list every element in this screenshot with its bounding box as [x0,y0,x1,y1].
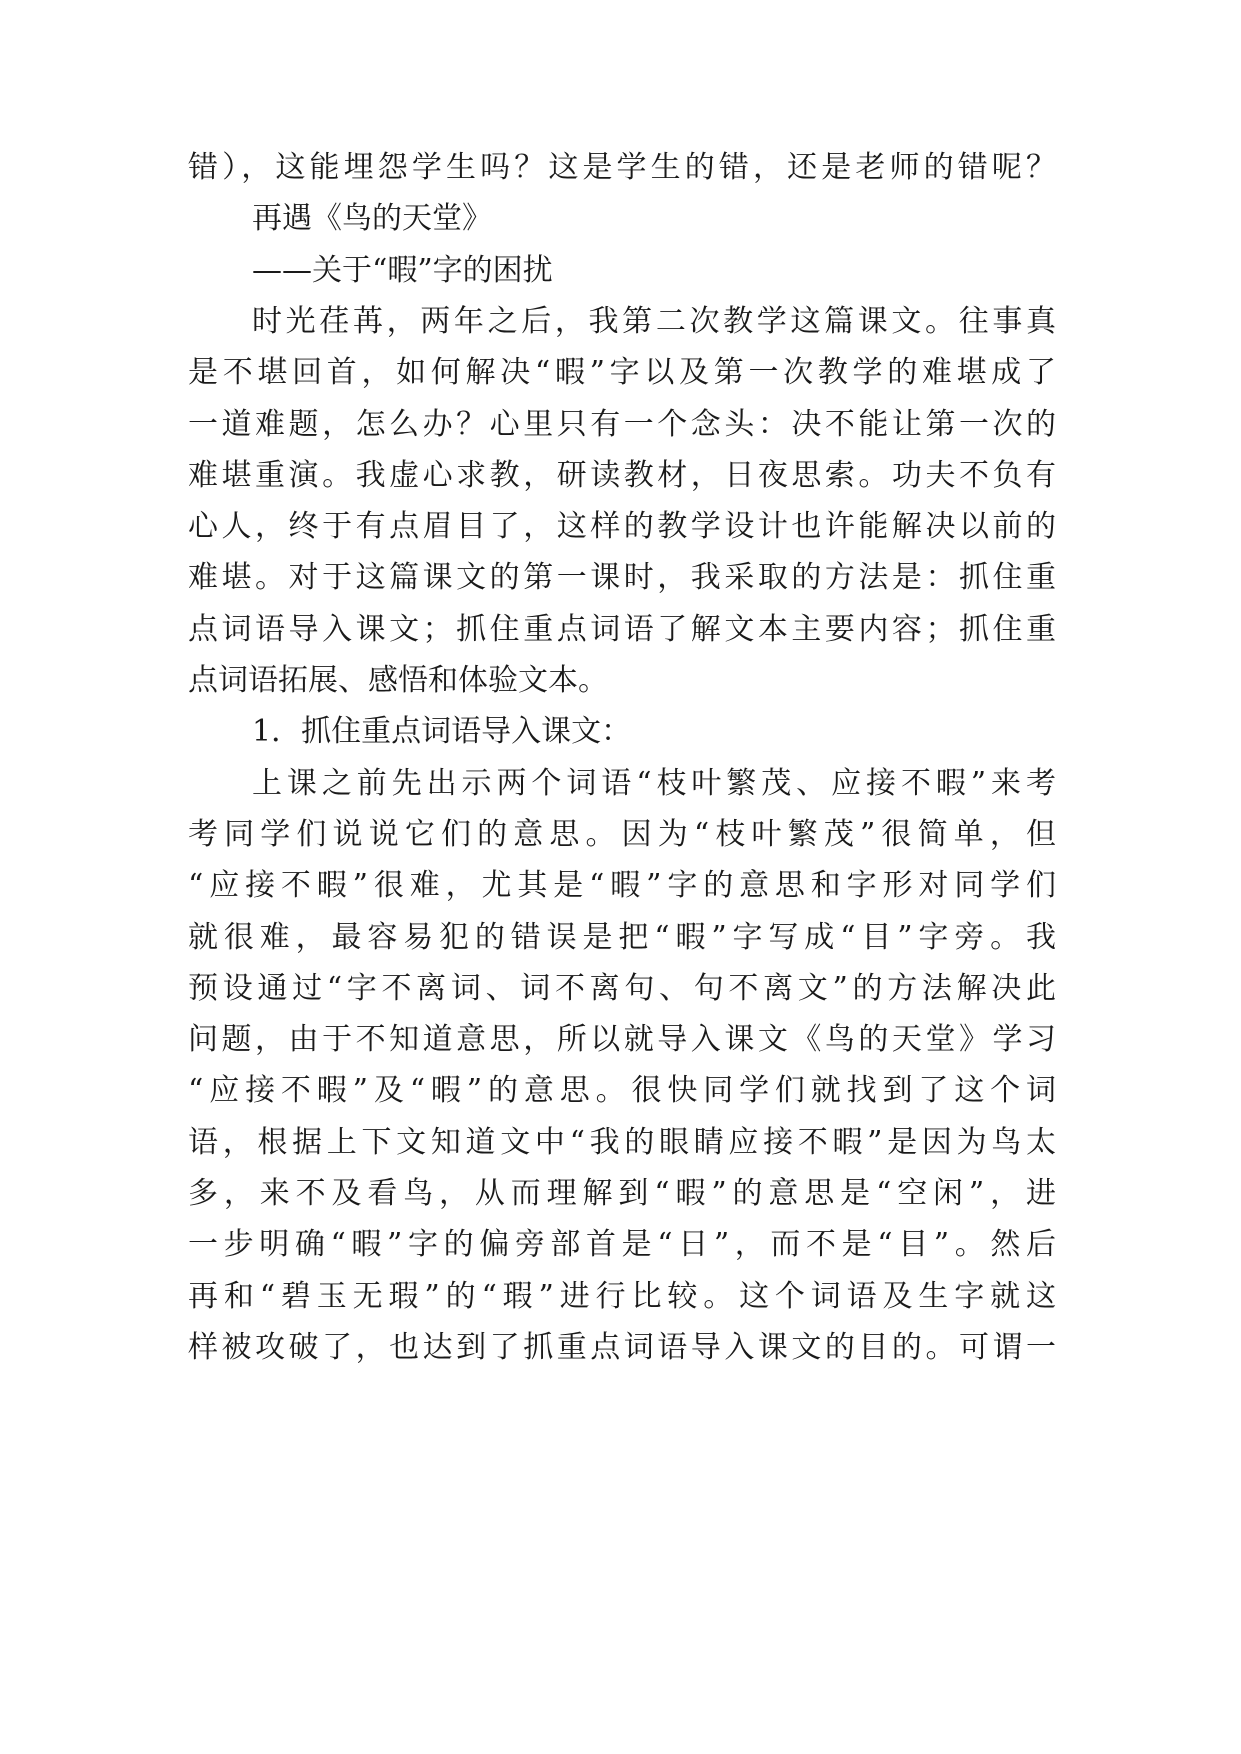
text-line: 点词语导入课文；抓住重点词语了解文本主要内容；抓住重 [188,612,1056,647]
text-line: 错），这能埋怨学生吗？这是学生的错，还是老师的错呢？ [188,150,1056,185]
text-line: 语，根据上下文知道文中“我的眼睛应接不暇”是因为鸟太 [188,1125,1056,1160]
text-line: 就很难，最容易犯的错误是把“暇”字写成“目”字旁。我 [188,920,1056,955]
text-line: 难堪。对于这篇课文的第一课时，我采取的方法是：抓住重 [188,560,1056,595]
text-line: 再遇《鸟的天堂》 [252,201,492,236]
text-line: 1．抓住重点词语导入课文： [252,714,632,749]
text-line: 考同学们说说它们的意思。因为“枝叶繁茂”很简单，但 [188,817,1056,852]
text-line: ——关于“暇”字的困扰 [252,253,553,288]
text-line: 一道难题，怎么办？心里只有一个念头：决不能让第一次的 [188,407,1056,442]
text-line: “应接不暇”很难，尤其是“暇”字的意思和字形对同学们 [188,868,1056,903]
text-line: 样被攻破了，也达到了抓重点词语导入课文的目的。可谓一 [188,1330,1056,1365]
text-line: “应接不暇”及“暇”的意思。很快同学们就找到了这个词 [188,1073,1056,1108]
text-line: 问题，由于不知道意思，所以就导入课文《鸟的天堂》学习 [188,1022,1056,1057]
text-line: 预设通过“字不离词、词不离句、句不离文”的方法解决此 [188,971,1056,1006]
text-line: 时光荏苒，两年之后，我第二次教学这篇课文。往事真 [252,304,1056,339]
text-line: 一步明确“暇”字的偏旁部首是“日”，而不是“目”。然后 [188,1227,1056,1262]
text-line: 是不堪回首，如何解决“暇”字以及第一次教学的难堪成了 [188,355,1056,390]
text-line: 上课之前先出示两个词语“枝叶繁茂、应接不暇”来考 [252,766,1056,801]
text-line: 难堪重演。我虚心求教，研读教材，日夜思索。功夫不负有 [188,458,1056,493]
text-line: 点词语拓展、感悟和体验文本。 [188,663,608,698]
text-line: 多，来不及看鸟，从而理解到“暇”的意思是“空闲”，进 [188,1176,1056,1211]
text-line: 心人，终于有点眉目了，这样的教学设计也许能解决以前的 [188,509,1056,544]
text-line: 再和“碧玉无瑕”的“瑕”进行比较。这个词语及生字就这 [188,1279,1056,1314]
